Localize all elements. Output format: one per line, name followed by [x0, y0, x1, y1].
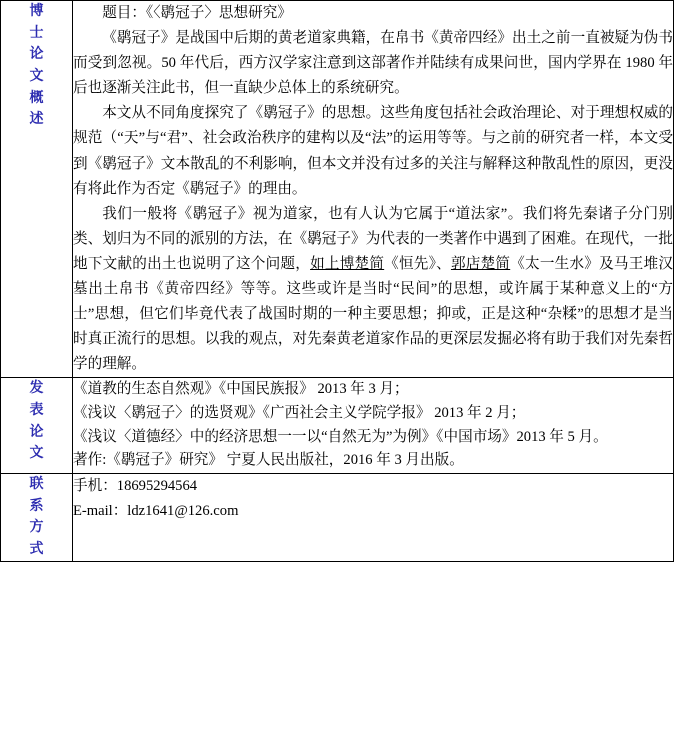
thesis-paragraph-3: [73, 202, 673, 378]
publications-content: [73, 378, 674, 474]
table-row-thesis-summary: [1, 1, 674, 378]
underlined-phrase: 郭店楚简: [450, 255, 511, 272]
contact-content: [73, 473, 674, 561]
list-item: 《浅议〈道德经〉中的经济思想一一以“自然无为”为例》《中国市场》2013 年 5 月。: [73, 428, 608, 445]
thesis-paragraph-3-text: 我们一般将《鹖冠子》视为道家，也有人认为它属于“道法家”。我们将先秦诸子分门别类、划归为不同的派别的方法，在《鹖冠子》为代表的一类著作中遇到了困难。在现代，一批地下文献的出土也说明了这个问题，如上博楚简《恒先》、郭店楚简《太一生水》及马王堆汉墓出土帛书《黄帝四经》等等。这些或许是当时“民间”的思想，或许属于某种意义上的“方士”思想，但它们毕竟代表了战国时期的一种主要思想；抑或，正是这种“杂糅”的思想才是当时真正流行的思想。以我的观点，对先秦黄老道家作品的更深层发掘必将有助于我们对先秦哲学的理解。: [73, 205, 673, 373]
contact-phone: 手机：18695294564: [73, 477, 198, 494]
thesis-title-paragraph: 题目：《〈鹖冠子〉思想研究》: [102, 5, 292, 21]
row-label-text: 博士论文概述: [29, 4, 44, 128]
contact-email: E-mail：ldz1641@126.com: [73, 502, 239, 519]
thesis-paragraph-1: 《鹖冠子》是战国中后期的黄老道家典籍，在帛书《黄帝四经》出土之前一直被疑为伪书而受到忽视。50 年代后，西方汉学家注意到这部著作并陆续有成果问世，国内学界在 1980 年后也逐渐关注此书，但一直缺少总体上的系统研究。: [73, 30, 673, 97]
underlined-phrase: 如上博楚简: [310, 255, 385, 272]
list-item: 《道教的生态自然观》《中国民族报》 2013 年 3 月；: [73, 381, 409, 398]
list-item: 《浅议〈鹖冠子〉的选贤观》《广西社会主义学院学报》 2013 年 2 月；: [73, 405, 526, 422]
row-label-publications: [1, 378, 73, 474]
row-label-text: 联系方式: [29, 476, 44, 558]
thesis-paragraph-2: 本文从不同角度探究了《鹖冠子》的思想。这些角度包括社会政治理论、对于理想权威的规范（“天”与“君”、社会政治秩序的建构以及“法”的运用等等。与之前的研究者一样，本文受到《鹖冠子》文本散乱的不利影响，但本文并没有过多的关注与解释这种散乱性的原因，更没有将此作为否定《鹖冠子》的理由。: [73, 105, 673, 197]
publications-list: [73, 378, 673, 473]
list-item: 著作:《鹖冠子》研究》 宁夏人民出版社，2016 年 3 月出版。: [73, 452, 464, 469]
table-row-contact: [1, 473, 674, 561]
row-label-contact: [1, 473, 73, 561]
row-label-thesis-summary: [1, 1, 73, 378]
row-label-text: 发表论文: [29, 381, 44, 462]
table-row-publications: [1, 378, 674, 474]
thesis-summary-content: [73, 1, 674, 378]
